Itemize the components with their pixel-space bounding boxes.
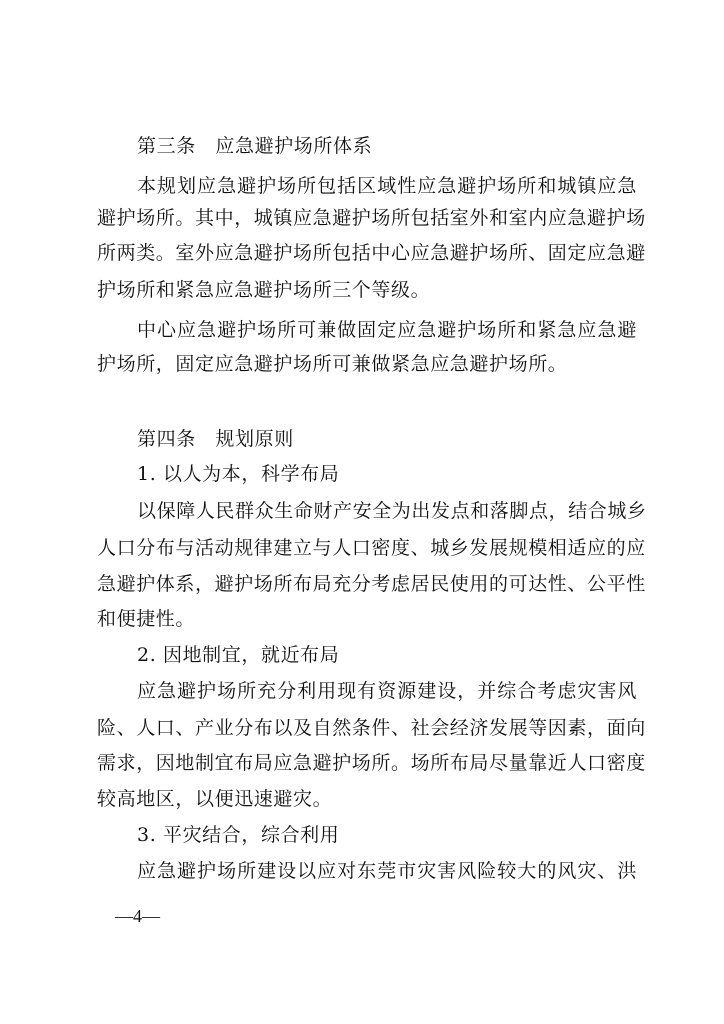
article3-paragraph1-line4: 护场所和紧急应急避护场所三个等级。 [97,279,431,301]
article4-item1-line4: 和便捷性。 [97,608,196,630]
article3-paragraph2-line2: 护场所，固定应急避护场所可兼做紧急应急避护场所。 [97,353,568,375]
article4-item2-line4: 较高地区，以便迅速避灾。 [97,788,333,810]
article4-item3-title: 3. 平灾结合，综合利用 [137,824,340,846]
article4-item1-line1: 以保障人民群众生命财产安全为出发点和落脚点，结合城乡 [137,500,647,522]
article4-heading: 第四条 规划原则 [137,428,294,450]
article3-heading: 第三条 应急避护场所体系 [137,135,373,157]
article4-item3-line1: 应急避护场所建设以应对东莞市灾害风险较大的风灾、洪 [137,860,637,882]
article3-paragraph1-line1: 本规划应急避护场所包括区域性应急避护场所和城镇应急 [137,175,637,197]
article3-paragraph1-line3: 所两类。室外应急避护场所包括中心应急避护场所、固定应急避 [97,242,646,264]
article4-item2-line2: 险、人口、产业分布以及自然条件、社会经济发展等因素，面向 [97,717,646,739]
page-number: —4— [115,906,160,926]
article4-item2-line1: 应急避护场所充分利用现有资源建设，并综合考虑灾害风 [137,680,637,702]
article3-paragraph2-line1: 中心应急避护场所可兼做固定应急避护场所和紧急应急避 [137,319,637,341]
article4-item1-line2: 人口分布与活动规律建立与人口密度、城乡发展规模相适应的应 [97,537,646,559]
article4-item1-line3: 急避护体系，避护场所布局充分考虑居民使用的可达性、公平性 [97,573,646,595]
article4-item2-title: 2. 因地制宜，就近布局 [137,644,340,666]
article4-item2-line3: 需求，因地制宜布局应急避护场所。场所布局尽量靠近人口密度 [97,752,646,774]
article4-item1-title: 1. 以人为本，科学布局 [137,463,340,485]
article3-paragraph1-line2: 避护场所。其中，城镇应急避护场所包括室外和室内应急避护场 [97,207,646,229]
